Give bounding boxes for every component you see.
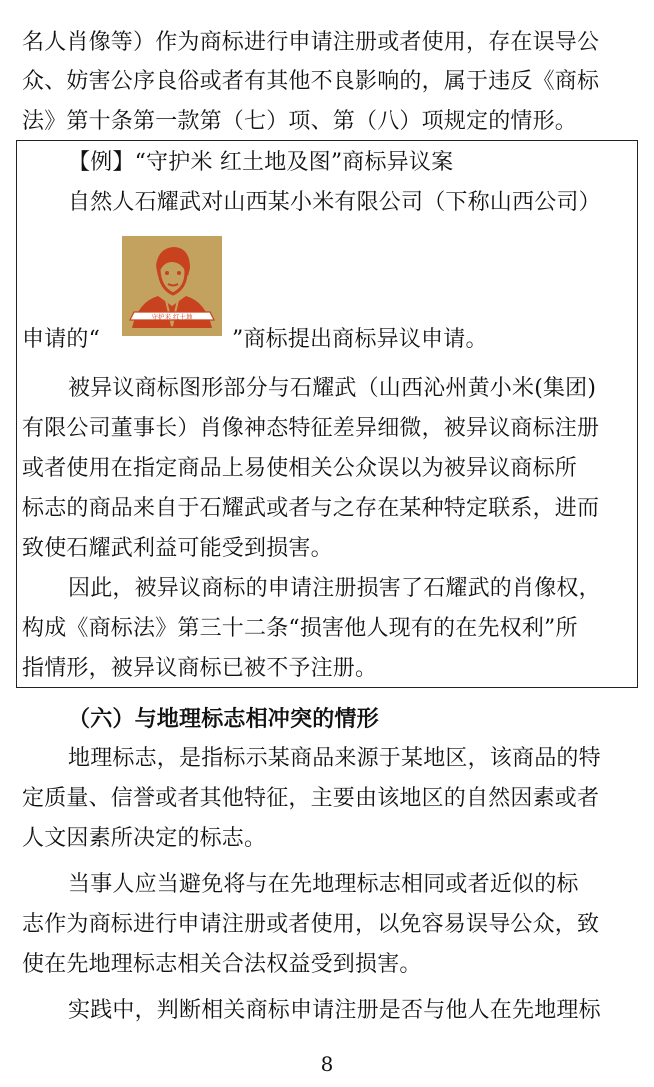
intro-line-2: 众、妨害公序良俗或者有其他不良影响的，属于违反《商标 (22, 69, 600, 94)
intro-line-3: 法》第十条第一款第（七）项、第（八）项规定的情形。 (22, 109, 578, 134)
section-six-line-3: 人文因素所决定的标志。 (22, 826, 267, 851)
section-six-line-2: 定质量、信誉或者其他特征，主要由该地区的自然因素或者 (22, 786, 600, 811)
portrait-banner-text: 守护米 红土地 (151, 313, 193, 321)
portrait-figure-icon (122, 236, 222, 336)
trademark-portrait-image (122, 236, 222, 336)
case-line-9: 构成《商标法》第三十二条“损害他人现有的在先权利”所 (22, 616, 578, 641)
case-line-10: 指情形，被异议商标已被不予注册。 (22, 656, 378, 681)
case-line-2a: 申请的“ (22, 327, 101, 352)
page-number: 8 (320, 1052, 334, 1076)
case-line-4: 有限公司董事长）肖像神态特征差异细微，被异议商标注册 (22, 416, 600, 441)
section-six-line-6: 使在先地理标志相关合法权益受到损害。 (22, 952, 422, 977)
section-six-line-1: 地理标志，是指标示某商品来源于某地区，该商品的特 (68, 746, 601, 771)
section-six-line-7: 实践中，判断相关商标申请注册是否与他人在先地理标 (68, 998, 601, 1023)
case-line-8: 因此，被异议商标的申请注册损害了石耀武的肖像权， (68, 576, 601, 601)
case-line-1: 自然人石耀武对山西某小米有限公司（下称山西公司） (68, 190, 601, 215)
case-line-6: 标志的商品来自于石耀武或者与之存在某种特定联系，进而 (22, 496, 600, 521)
case-line-3: 被异议商标图形部分与石耀武（山西沁州黄小米(集团) (68, 376, 597, 401)
case-line-7: 致使石耀武利益可能受到损害。 (22, 536, 333, 561)
section-six-line-5: 志作为商标进行申请注册或者使用，以免容易误导公众，致 (22, 912, 600, 937)
section-six-heading: （六）与地理标志相冲突的情形 (68, 706, 379, 732)
case-line-2b: ”商标提出商标异议申请。 (232, 327, 488, 352)
section-six-line-4: 当事人应当避免将与在先地理标志相同或者近似的标 (68, 872, 579, 897)
case-title: 【例】“守护米 红土地及图”商标异议案 (68, 150, 454, 175)
case-line-5: 或者使用在指定商品上易使相关公众误以为被异议商标所 (22, 456, 578, 481)
intro-line-1: 名人肖像等）作为商标进行申请注册或者使用，存在误导公 (22, 30, 600, 55)
